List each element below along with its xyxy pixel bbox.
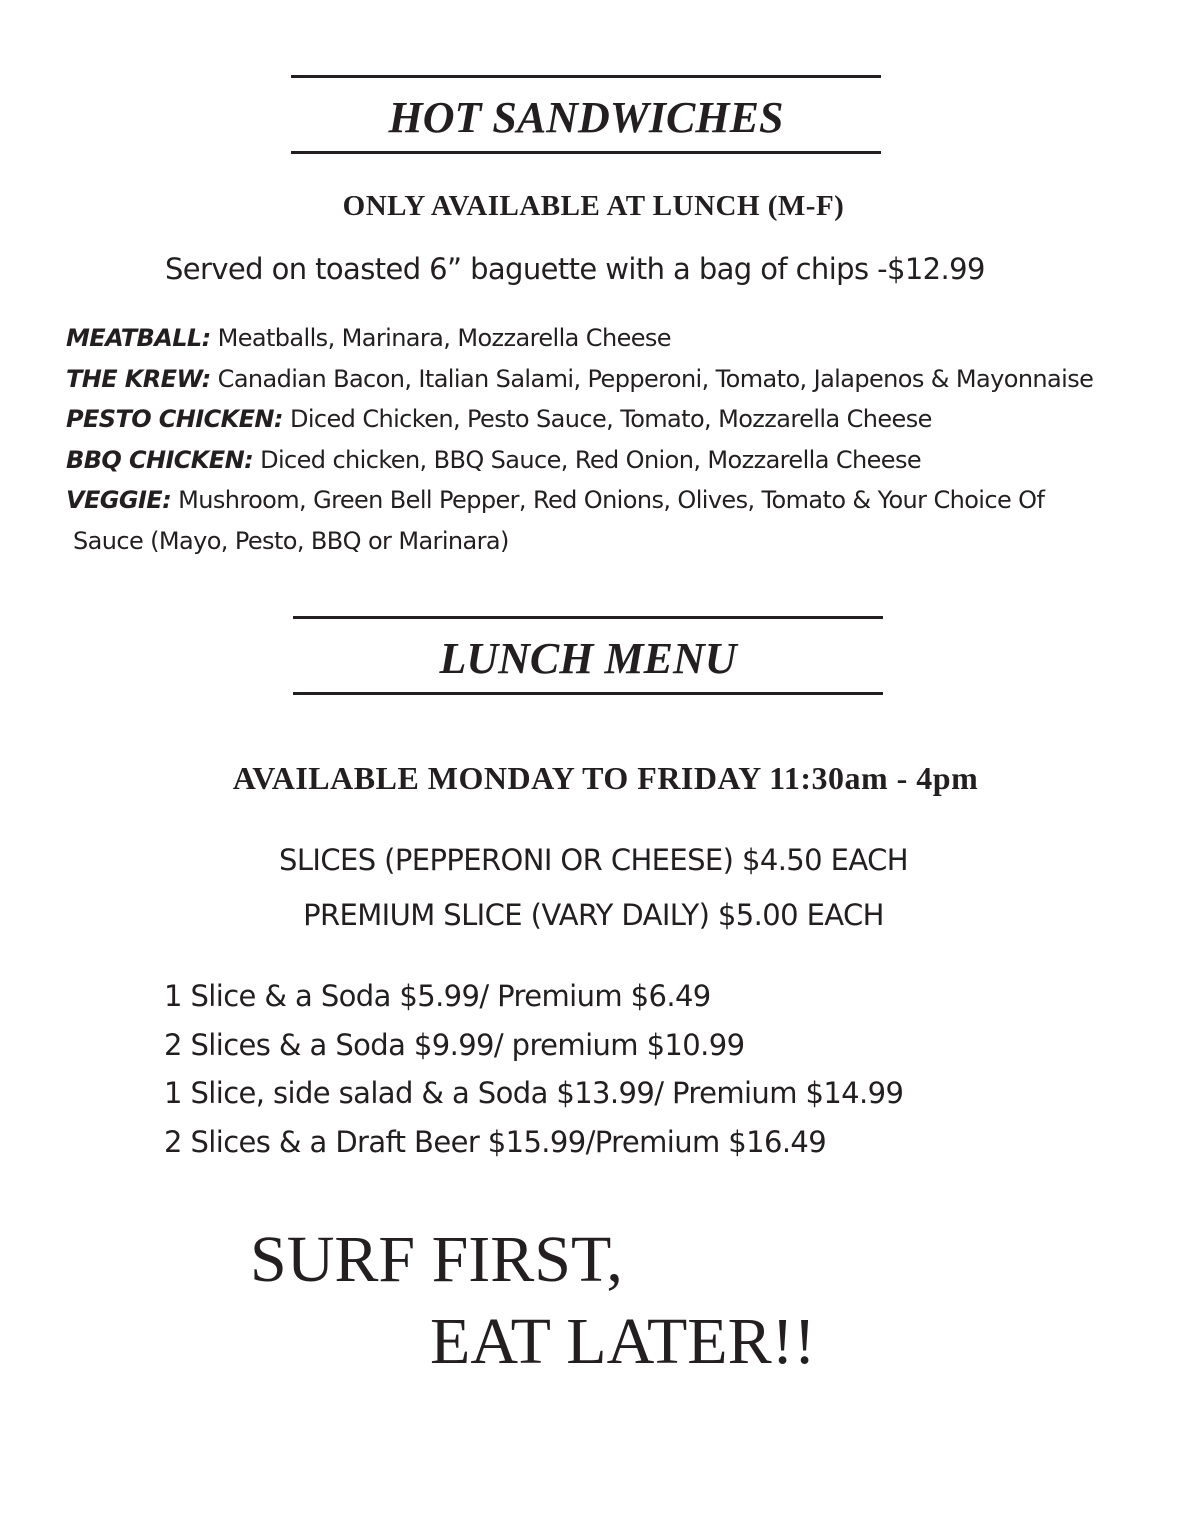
list-item — [66, 399, 1093, 440]
sandwich-description: Canadian Bacon, Italian Salami, Pepperoni, Tomato, Jalapenos & Mayonnaise — [217, 364, 1094, 393]
lunch-deals-list — [164, 972, 903, 1166]
sandwich-description: Mushroom, Green Bell Pepper, Red Onions, Olives, Tomato & Your Choice Of — [178, 486, 1045, 514]
slices-price-line: SLICES (PEPPERONI OR CHEESE) $4.50 EACH — [279, 843, 908, 877]
sandwich-description: Meatballs, Marinara, Mozzarella Cheese — [217, 324, 671, 352]
sandwich-description: Diced Chicken, Pesto Sauce, Tomato, Mozzarella Cheese — [289, 405, 932, 433]
lunch-menu-availability: AVAILABLE MONDAY TO FRIDAY 11:30am - 4pm — [232, 760, 979, 796]
hot-sandwiches-availability: ONLY AVAILABLE AT LUNCH (M-F) — [342, 190, 845, 222]
lunch-menu-bottom-rule — [293, 692, 883, 695]
slogan-line-2: EAT LATER!! — [430, 1305, 816, 1378]
slogan-line-1: SURF FIRST, — [250, 1223, 623, 1296]
sandwich-description: Diced chicken, BBQ Sauce, Red Onion, Mozzarella Cheese — [260, 445, 922, 474]
lunch-menu-top-rule — [293, 616, 883, 619]
list-item — [66, 359, 1093, 400]
hot-sandwiches-title: HOT SANDWICHES — [388, 93, 784, 142]
list-item — [66, 440, 1093, 481]
hot-sandwiches-served-note: Served on toasted 6” baguette with a bag of chips -$12.99 — [165, 252, 985, 286]
sandwich-list — [66, 318, 1093, 561]
list-item: 2 Slices & a Draft Beer $15.99/Premium $16.49 — [164, 1124, 827, 1159]
list-item — [66, 318, 1093, 359]
list-item: 1 Slice & a Soda $5.99/ Premium $6.49 — [164, 979, 711, 1013]
sandwich-name: MEATBALL: — [66, 324, 211, 352]
lunch-menu-title: LUNCH MENU — [439, 634, 737, 683]
sandwich-name: THE KREW: — [66, 364, 211, 393]
hot-sandwiches-top-rule — [291, 75, 881, 78]
list-item: 1 Slice, side salad & a Soda $13.99/ Premium $14.99 — [164, 1076, 904, 1110]
sandwich-name: BBQ CHICKEN: — [66, 445, 254, 474]
list-item: 2 Slices & a Soda $9.99/ premium $10.99 — [164, 1027, 745, 1062]
premium-slice-price-line: PREMIUM SLICE (VARY DAILY) $5.00 EACH — [303, 898, 884, 932]
sandwich-name: VEGGIE: — [66, 486, 172, 514]
sandwich-name: PESTO CHICKEN: — [66, 405, 283, 433]
list-item — [66, 480, 1093, 521]
sandwich-description-continuation: Sauce (Mayo, Pesto, BBQ or Marinara) — [73, 526, 509, 555]
hot-sandwiches-bottom-rule — [291, 151, 881, 154]
